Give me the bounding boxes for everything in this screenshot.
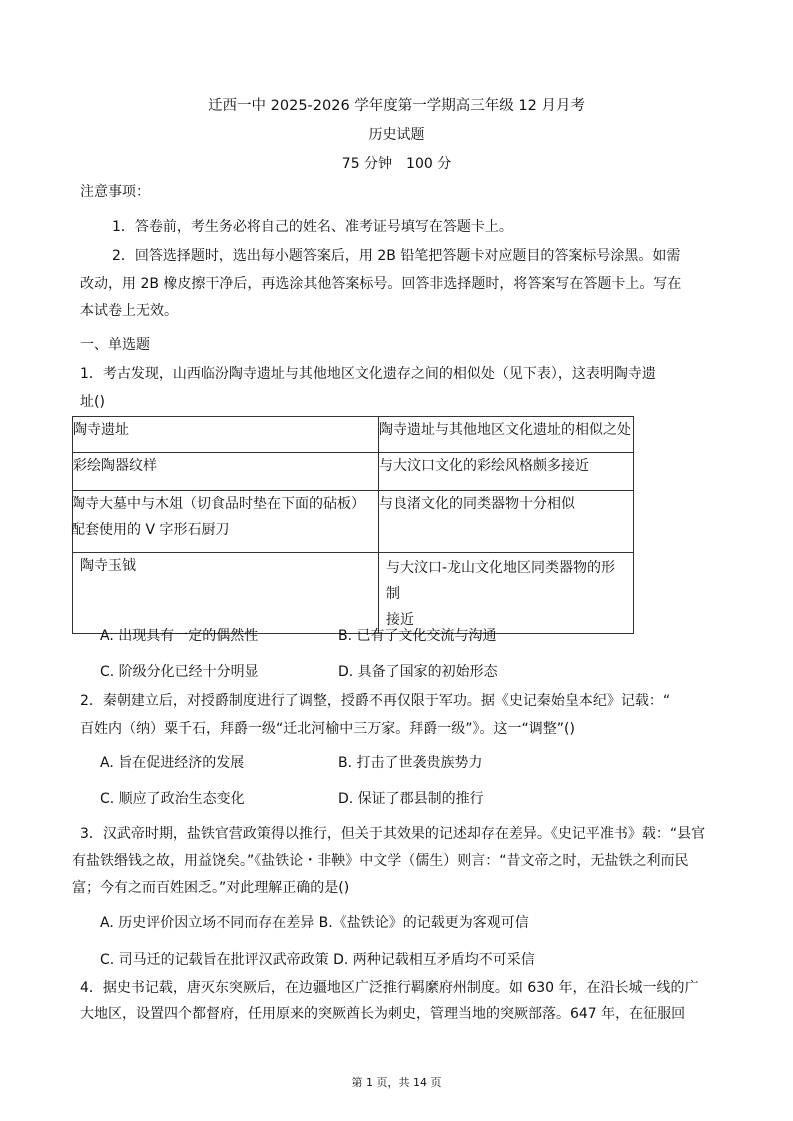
q1-stem-line-2: 址() <box>80 394 105 410</box>
notice-item-1: 1．答卷前，考生务必将自己的姓名、准考证号填写在答题卡上。 <box>112 219 513 235</box>
notice-item-2-line-3: 本试卷上无效。 <box>80 303 178 319</box>
q3-stem-line-1: 3．汉武帝时期，盐铁官营政策得以推行，但关于其效果的记述却存在差异。《史记平准书》载：“县官 <box>80 826 706 842</box>
exam-title: 迁西一中 2025-2026 学年度第一学期高三年级 12 月月考 <box>208 98 585 114</box>
notice-item-2-line-1: 2．回答选择题时，选出每小题答案后，用 2B 铅笔把答题卡对应题目的答案标号涂黑。如需 <box>112 248 681 264</box>
q1-option-a: A. 出现具有一定的偶然性 <box>100 628 259 644</box>
q2-stem-line-1: 2．秦朝建立后，对授爵制度进行了调整，授爵不再仅限于军功。据《史记秦始皇本纪》记载：“ <box>80 693 671 709</box>
q2-stem-line-2: 百姓内（纳）粟千石，拜爵一级“迁北河榆中三万家。拜爵一级”》。这一“调整”() <box>80 721 575 737</box>
table-header-cell: 陶寺遗址与其他地区文化遗址的相似之处 <box>379 417 634 453</box>
table-cell-line: 与大汶口-龙山文化地区同类器物的形制 <box>386 560 616 602</box>
q1-option-d: D. 具备了国家的初始形态 <box>338 664 498 680</box>
table-cell <box>379 553 634 634</box>
q3-stem-line-3: 富；今有之而百姓困乏。”对此理解正确的是() <box>72 880 350 896</box>
q1-table <box>72 416 634 634</box>
notice-item-2-line-2: 改动，用 2B 橡皮擦干净后，再选涂其他答案标号。回答非选择题时，将答案写在答题卡上。写在 <box>80 276 682 292</box>
section-heading: 一、单选题 <box>80 337 150 353</box>
q3-stem-line-2: 有盐铁缗钱之故，用益饶矣。”《盐铁论・非鞅》中文学（儒生）则言：“昔文帝之时，无盐铁之利而民 <box>72 853 689 869</box>
table-cell: 彩绘陶器纹样 <box>73 453 379 491</box>
table-cell-line: 陶寺大墓中与木俎（切食品时垫在下面的砧板） <box>71 496 365 512</box>
table-cell <box>73 491 379 553</box>
q1-option-b: B. 已有了文化交流与沟通 <box>338 628 497 644</box>
q2-option-d: D. 保证了郡县制的推行 <box>338 791 484 807</box>
q4-stem-line-2: 大地区，设置四个都督府，任用原来的突厥酋长为刺史，管理当地的突厥部落。647 年，在征服回 <box>80 1006 686 1022</box>
page-footer: 第 1 页，共 14 页 <box>351 1076 442 1089</box>
table-cell-line: 配套使用的 V 字形石厨刀 <box>71 522 230 538</box>
q4-stem-line-1: 4．据史书记载，唐灭东突厥后，在边疆地区广泛推行羁縻府州制度。如 630 年，在沿长城一线的广 <box>80 980 699 996</box>
notice-heading: 注意事项： <box>80 184 150 200</box>
q2-option-a: A. 旨在促进经济的发展 <box>100 755 245 771</box>
table-cell-line: 接近 <box>386 612 414 628</box>
table-header-cell: 陶寺遗址 <box>73 417 379 453</box>
exam-time-score: 75 分钟 100 分 <box>341 156 452 172</box>
table-cell: 与大汶口文化的彩绘风格颇多接近 <box>379 453 634 491</box>
q3-options-a-b: A. 历史评价因立场不同而存在差异 B.《盐铁论》的记载更为客观可信 <box>100 915 529 931</box>
q2-option-c: C. 顺应了政治生态变化 <box>100 791 245 807</box>
q3-options-c-d: C. 司马迁的记载旨在批评汉武帝政策 D. 两种记载相互矛盾均不可采信 <box>100 952 535 968</box>
q1-stem-line-1: 1．考古发现，山西临汾陶寺遗址与其他地区文化遗存之间的相似处（见下表），这表明陶寺遗 <box>80 366 656 382</box>
table-cell: 与良渚文化的同类器物十分相似 <box>379 491 634 553</box>
q1-option-c: C. 阶级分化已经十分明显 <box>100 664 259 680</box>
exam-subject: 历史试题 <box>368 127 425 143</box>
table-cell: 陶寺玉钺 <box>73 553 379 634</box>
q2-option-b: B. 打击了世袭贵族势力 <box>338 755 483 771</box>
